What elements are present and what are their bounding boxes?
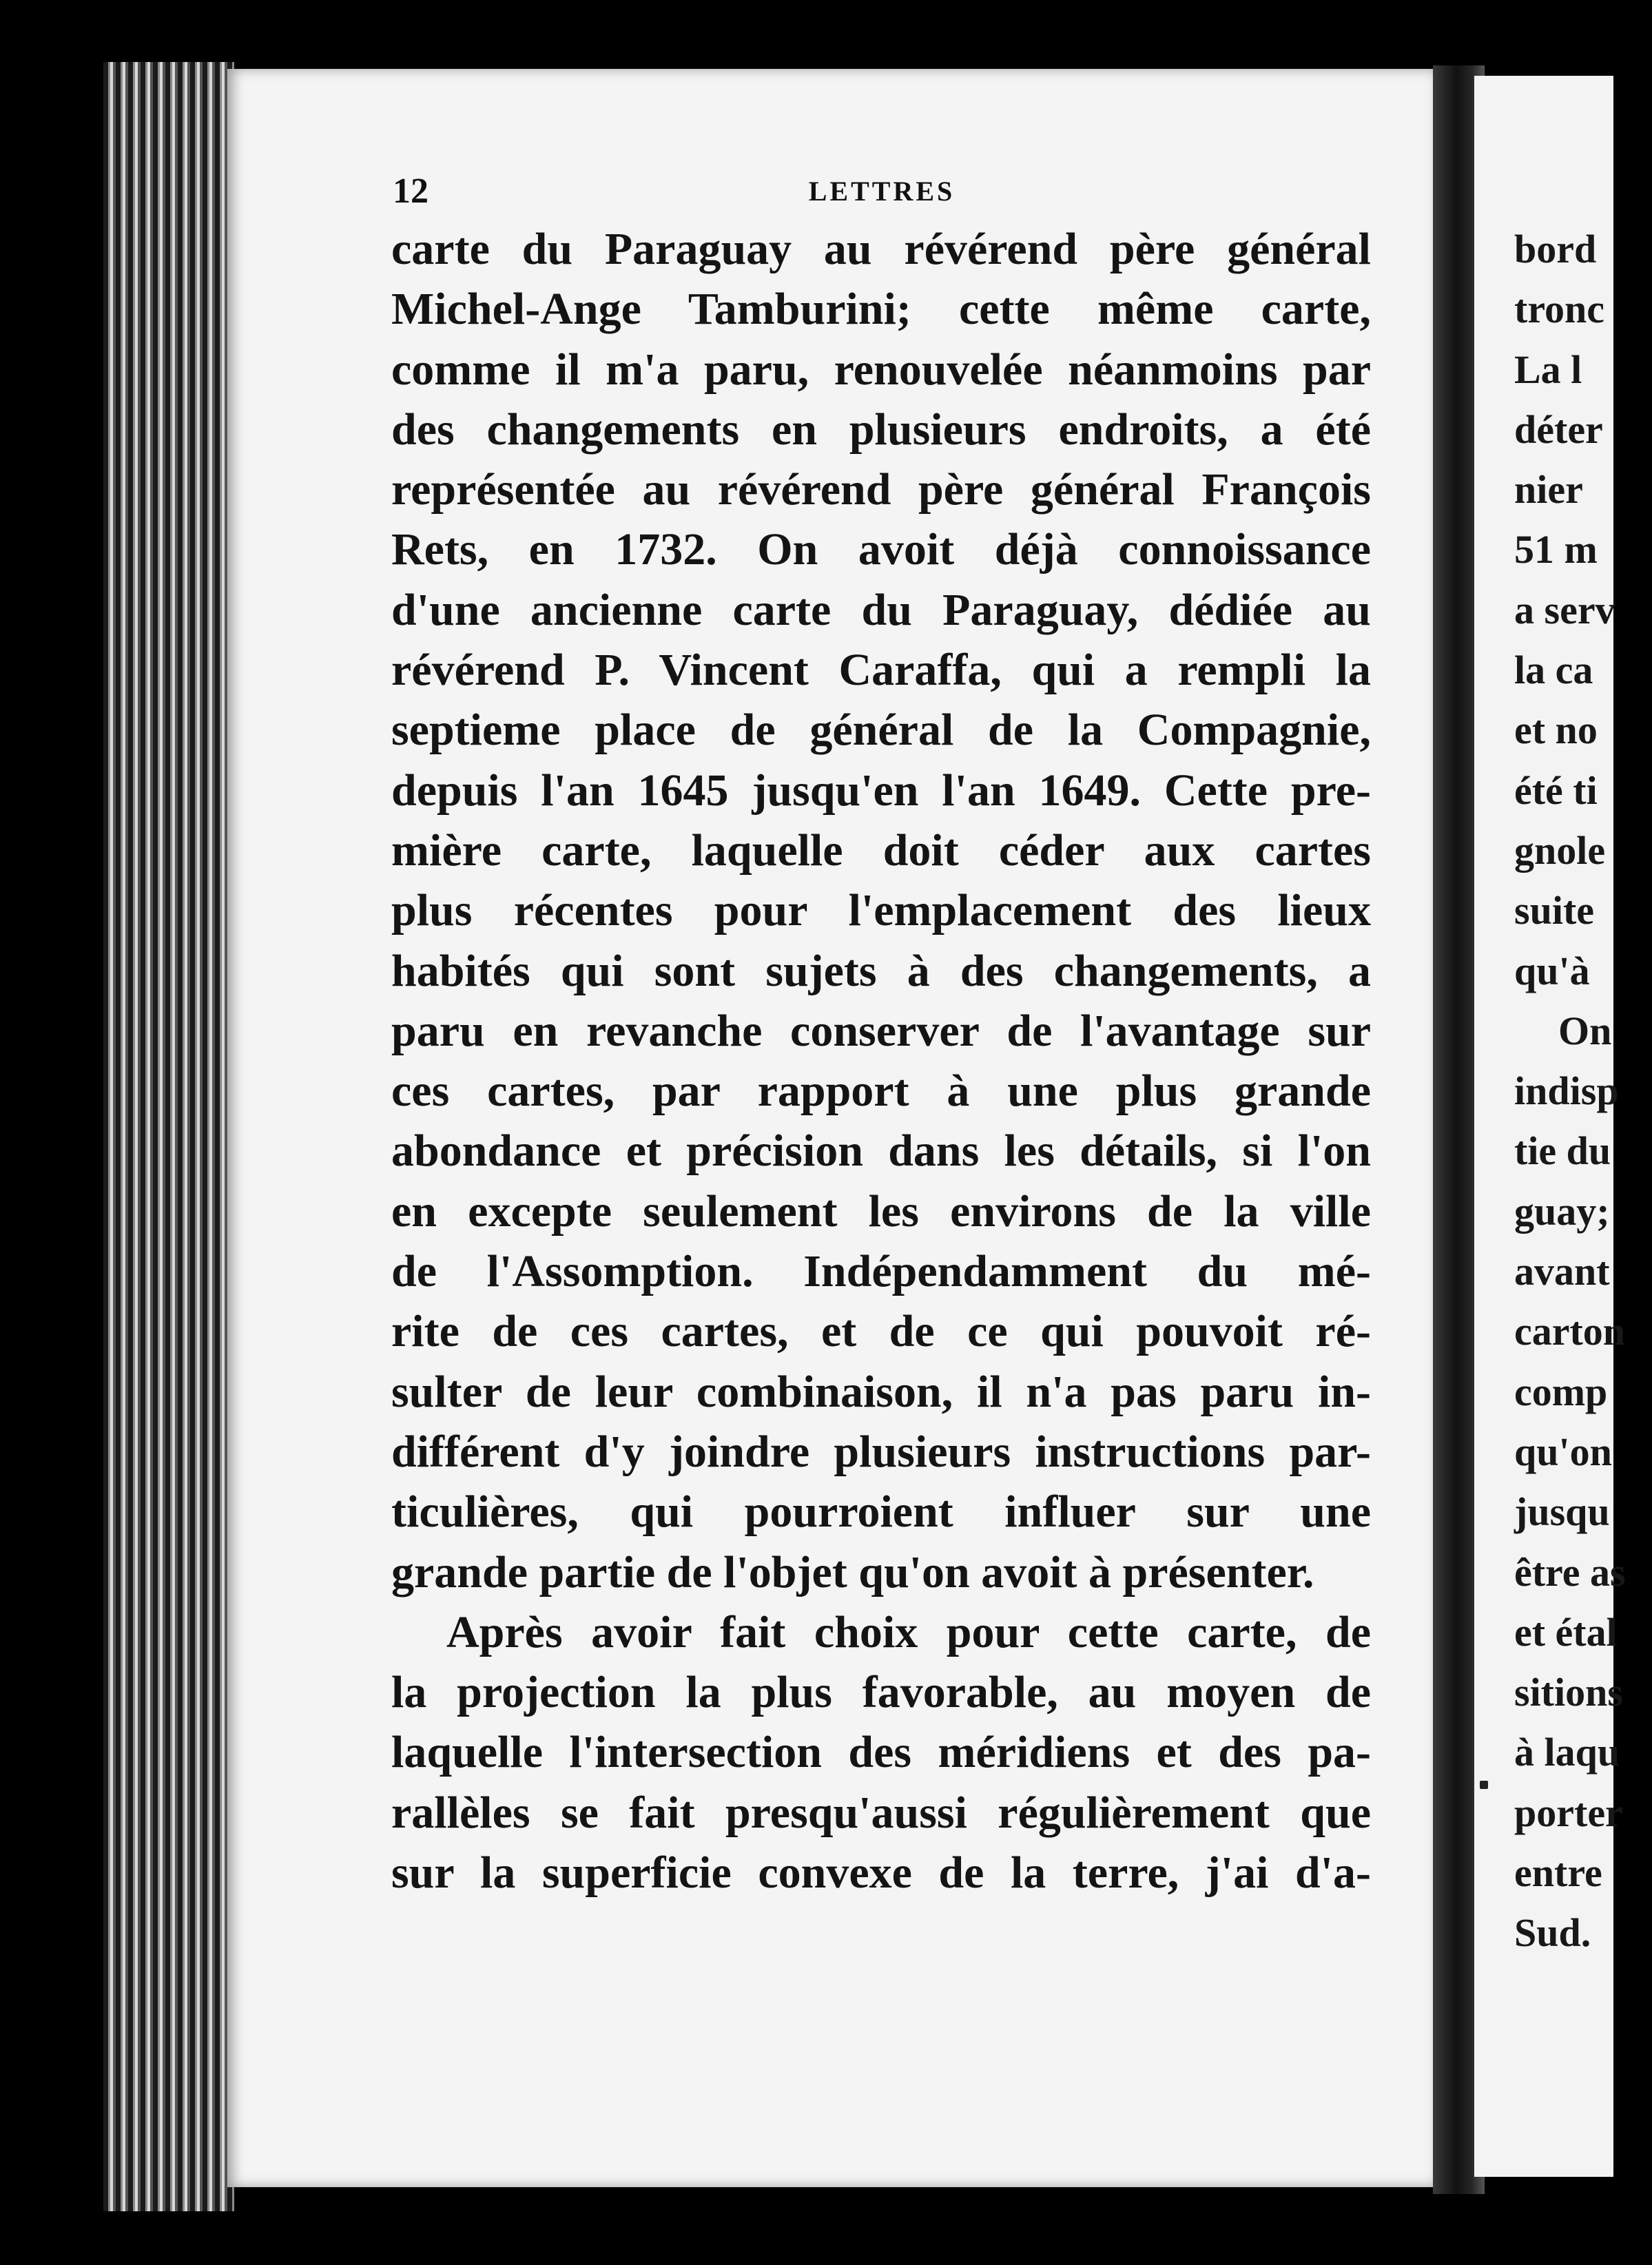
left-page-text	[391, 219, 1371, 1903]
text-line: rite de ces cartes, et de ce qui pouvoit ré-	[391, 1306, 1371, 1357]
text-line: bord	[1514, 227, 1597, 271]
page-header	[393, 171, 1371, 212]
text-line: indisp	[1514, 1068, 1619, 1114]
text-line: paru en revanche conserver de l'avantage sur	[391, 1005, 1371, 1056]
text-line: Sud.	[1514, 1910, 1591, 1956]
text-line: suite	[1514, 888, 1594, 933]
text-line: de l'Assomption. Indépendamment du mé-	[391, 1246, 1371, 1297]
text-line: sulter de leur combinaison, il n'a pas paru in-	[391, 1366, 1371, 1417]
text-line: gnole	[1514, 827, 1606, 873]
text-line: révérend P. Vincent Caraffa, qui a rempli la	[391, 645, 1371, 696]
text-line: tie du	[1514, 1128, 1611, 1174]
text-line: porter	[1514, 1790, 1623, 1835]
text-line: comp	[1514, 1369, 1608, 1414]
running-head: LETTRES	[808, 176, 956, 207]
text-line: Rets, en 1732. On avoit déjà connoissance	[391, 524, 1371, 575]
text-line: comme il m'a paru, renouvelée néanmoins par	[391, 344, 1371, 395]
text-line: entre	[1514, 1850, 1602, 1896]
text-line: d'une ancienne carte du Paraguay, dédiée au	[391, 584, 1371, 635]
text-line: abondance et précision dans les détails, si l'on	[391, 1126, 1371, 1177]
text-line: nier	[1514, 467, 1583, 513]
text-line: qu'on	[1514, 1429, 1612, 1474]
text-line: carte du Paraguay au révérend père général	[391, 224, 1371, 274]
text-line: habités qui sont sujets à des changements, a	[391, 945, 1371, 996]
text-line: grande partie de l'objet qu'on avoit à présenter.	[391, 1547, 1314, 1597]
text-line: tronc	[1514, 287, 1605, 332]
text-line: On	[1558, 1008, 1612, 1053]
text-line: sur la superficie convexe de la terre, j'ai d'a-	[391, 1848, 1371, 1899]
text-line: qu'à	[1514, 948, 1590, 993]
text-line: jusqu	[1514, 1489, 1610, 1535]
text-line: été ti	[1514, 767, 1598, 813]
text-line: à laqu	[1514, 1730, 1620, 1775]
text-line: ces cartes, par rapport à une plus grande	[391, 1066, 1371, 1117]
text-line: 51 m	[1514, 527, 1598, 572]
text-line: et étal	[1514, 1609, 1618, 1655]
text-line: la projection la plus favorable, au moyen de	[391, 1667, 1371, 1718]
text-line: mière carte, laquelle doit céder aux cartes	[391, 825, 1371, 876]
text-line: différent d'y joindre plusieurs instructions par-	[391, 1426, 1371, 1477]
text-line: laquelle l'intersection des méridiens et des pa-	[391, 1727, 1371, 1778]
text-line: septieme place de général de la Compagnie,	[391, 705, 1371, 756]
ink-mark	[1480, 1781, 1488, 1789]
text-line: et no	[1514, 707, 1598, 753]
text-line: être as	[1514, 1549, 1626, 1595]
text-line: la ca	[1514, 648, 1593, 693]
text-line: sitions	[1514, 1670, 1623, 1715]
page-number: 12	[393, 172, 429, 211]
right-page-text	[1514, 219, 1652, 1963]
text-line: La l	[1514, 347, 1582, 392]
text-line: a serv	[1514, 587, 1615, 632]
text-line: guay;	[1514, 1188, 1610, 1234]
text-line: carton	[1514, 1309, 1626, 1354]
page-edges	[103, 62, 234, 2211]
text-line: des changements en plusieurs endroits, a été	[391, 404, 1371, 455]
text-line: avant	[1514, 1249, 1610, 1294]
text-line: Après avoir fait choix pour cette carte, de	[446, 1606, 1371, 1657]
text-line: plus récentes pour l'emplacement des lieux	[391, 885, 1371, 936]
text-line: déter	[1514, 406, 1603, 452]
text-line: ticulières, qui pourroient influer sur une	[391, 1487, 1371, 1538]
text-line: Michel-Ange Tamburini; cette même carte,	[391, 284, 1371, 335]
text-line: en excepte seulement les environs de la ville	[391, 1186, 1371, 1237]
text-line: rallèles se fait presqu'aussi régulièrement que	[391, 1787, 1371, 1838]
text-line: depuis l'an 1645 jusqu'en l'an 1649. Cette pre-	[391, 765, 1371, 816]
text-line: représentée au révérend père général François	[391, 464, 1371, 515]
